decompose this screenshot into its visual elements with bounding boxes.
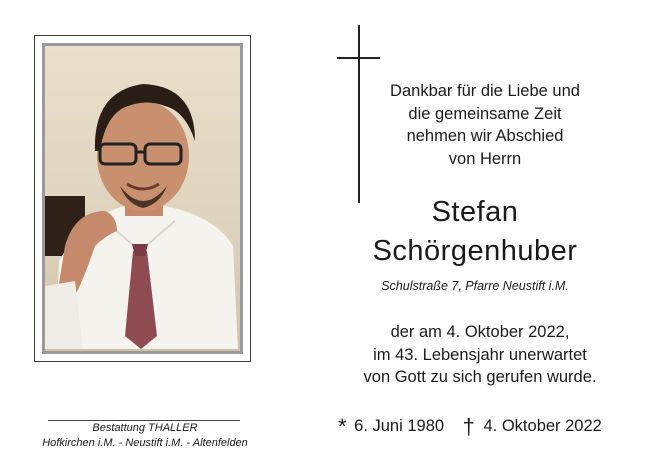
birth-star-icon: * bbox=[338, 414, 347, 439]
birth-date: 6. Juni 1980 bbox=[354, 417, 445, 435]
portrait-illustration bbox=[45, 46, 238, 349]
life-dates bbox=[338, 412, 638, 440]
death-line: der am 4. Oktober 2022, bbox=[390, 323, 570, 341]
death-date: 4. Oktober 2022 bbox=[483, 417, 602, 435]
intro-line: von Herrn bbox=[448, 149, 522, 168]
death-line: von Gott zu sich gerufen wurde. bbox=[363, 368, 597, 386]
intro-text bbox=[360, 80, 610, 170]
undertaker-name: Bestattung THALLER bbox=[92, 422, 198, 434]
intro-line: Dankbar für die Liebe und bbox=[390, 82, 580, 100]
intro-line: die gemeinsame Zeit bbox=[408, 104, 562, 123]
portrait-frame bbox=[34, 35, 251, 362]
deceased-address: Schulstraße 7, Pfarre Neustift i.M. bbox=[381, 279, 569, 293]
death-line: im 43. Lebensjahr unerwartet bbox=[373, 345, 587, 364]
death-notice-text bbox=[330, 321, 630, 389]
death-cross-icon: † bbox=[462, 414, 475, 439]
cross-icon-bar bbox=[337, 57, 380, 59]
portrait-photo bbox=[42, 43, 243, 354]
deceased-last-name: Schörgenhuber bbox=[372, 235, 578, 267]
undertaker-places: Hofkirchen i.M. - Neustift i.M. - Altenfelden bbox=[42, 437, 248, 449]
intro-line: nehmen wir Abschied bbox=[406, 127, 564, 145]
deceased-first-name: Stefan bbox=[431, 196, 519, 228]
